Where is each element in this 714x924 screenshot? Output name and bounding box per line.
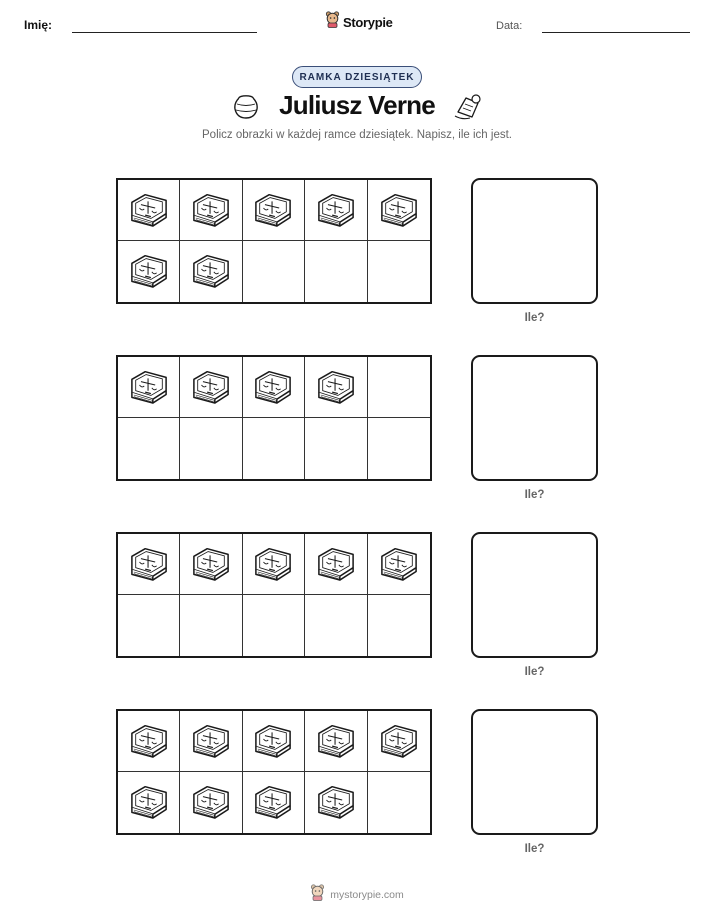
ten-frame-cell [118, 241, 180, 302]
ten-frame [116, 532, 432, 658]
answer-label: Ile? [524, 666, 545, 678]
brand-name: Storypie [343, 14, 393, 30]
ten-frame-cell [243, 595, 305, 656]
law-book-icon [378, 720, 420, 763]
law-book-icon [128, 250, 170, 293]
ten-frame-cell [305, 357, 367, 418]
ten-frame-cell [305, 595, 367, 656]
ten-frame-cell [180, 418, 242, 479]
ten-frame-cell [180, 711, 242, 772]
storypie-mascot-icon [325, 11, 340, 33]
law-book-icon [190, 366, 232, 409]
ten-frame-cell [243, 241, 305, 302]
storypie-mascot-icon [310, 884, 325, 906]
answer-box[interactable] [471, 178, 598, 304]
ten-frame-cell [368, 534, 430, 595]
ten-frame-cell [243, 418, 305, 479]
date-label: Data: [496, 20, 523, 32]
ten-frame-cell [305, 772, 367, 833]
worksheet-instructions: Policz obrazki w każdej ramce dziesiątek. Napisz, ile ich jest. [202, 129, 512, 141]
answer-label: Ile? [524, 312, 545, 324]
law-book-icon [315, 781, 357, 824]
law-book-icon [315, 543, 357, 586]
law-book-icon [190, 720, 232, 763]
footer [0, 884, 714, 906]
law-book-icon [315, 366, 357, 409]
ten-frame-cell [180, 180, 242, 241]
ten-frame-cell [180, 241, 242, 302]
law-book-icon [128, 189, 170, 232]
law-book-icon [378, 189, 420, 232]
ten-frame-cell [118, 595, 180, 656]
law-book-icon [252, 189, 294, 232]
worksheet-badge: RAMKA DZIESIĄTEK [292, 66, 422, 88]
law-book-icon [190, 781, 232, 824]
law-book-icon [252, 781, 294, 824]
ten-frame-cell [305, 180, 367, 241]
law-book-icon [190, 189, 232, 232]
name-field[interactable] [72, 32, 257, 33]
ten-frame-cell [305, 534, 367, 595]
law-book-icon [378, 543, 420, 586]
answer-box[interactable] [471, 532, 598, 658]
ten-frame-cell [368, 241, 430, 302]
ten-frame-cell [368, 180, 430, 241]
ten-frame-cell [368, 357, 430, 418]
law-book-icon [252, 720, 294, 763]
pot-icon [232, 94, 260, 125]
ten-frame-cell [243, 534, 305, 595]
ten-frame-cell [368, 772, 430, 833]
date-field[interactable] [542, 32, 690, 33]
ten-frame-cell [118, 711, 180, 772]
law-book-icon [315, 189, 357, 232]
ten-frame [116, 355, 432, 481]
ten-frame-cell [118, 180, 180, 241]
ten-frame-cell [305, 241, 367, 302]
brand-logo [325, 12, 393, 32]
ten-frame-cell [118, 772, 180, 833]
ten-frame-cell [243, 711, 305, 772]
law-book-icon [128, 781, 170, 824]
name-label: Imię: [24, 18, 53, 32]
ten-frame-cell [243, 772, 305, 833]
law-book-icon [128, 720, 170, 763]
ten-frame-cell [305, 711, 367, 772]
answer-label: Ile? [524, 489, 545, 501]
ten-frame-cell [180, 772, 242, 833]
law-book-icon [190, 250, 232, 293]
ten-frame-cell [243, 357, 305, 418]
ten-frame-cell [180, 595, 242, 656]
law-book-icon [315, 720, 357, 763]
worksheet-title: Juliusz Verne [279, 90, 435, 120]
ten-frame-cell [118, 418, 180, 479]
law-book-icon [128, 543, 170, 586]
answer-box[interactable] [471, 709, 598, 835]
ten-frame-cell [368, 418, 430, 479]
ten-frame-cell [305, 418, 367, 479]
answer-box[interactable] [471, 355, 598, 481]
ten-frame-cell [180, 534, 242, 595]
ten-frame-cell [118, 534, 180, 595]
law-book-icon [252, 543, 294, 586]
ten-frame-cell [243, 180, 305, 241]
ten-frame-cell [180, 357, 242, 418]
ten-frame [116, 709, 432, 835]
ten-frame-cell [118, 357, 180, 418]
law-book-icon [252, 366, 294, 409]
ten-frame [116, 178, 432, 304]
law-book-icon [128, 366, 170, 409]
law-book-icon [190, 543, 232, 586]
ten-frame-cell [368, 711, 430, 772]
ten-frame-cell [368, 595, 430, 656]
answer-label: Ile? [524, 843, 545, 855]
hot-air-balloon-icon [452, 92, 484, 127]
footer-url: mystorypie.com [330, 889, 404, 901]
